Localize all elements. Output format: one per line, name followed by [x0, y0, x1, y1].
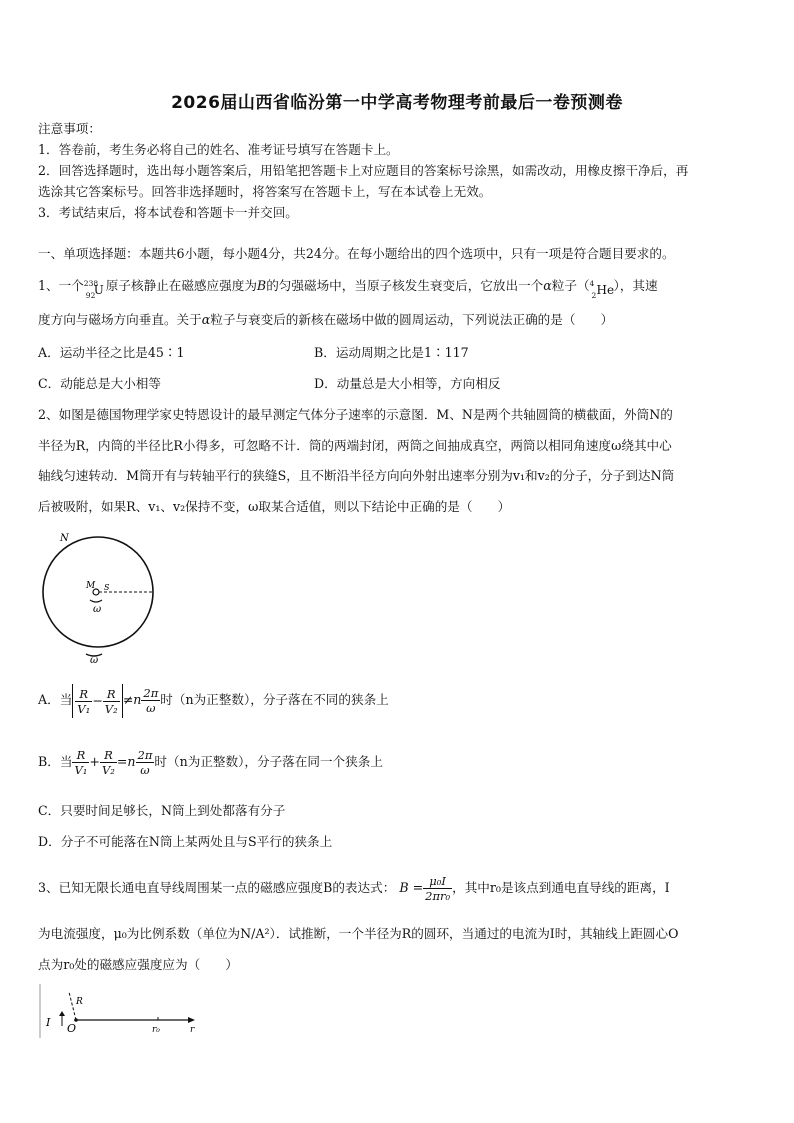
charge-number: 2 [591, 290, 597, 300]
q1-option-d: D．动量总是大小相等，方向相反 [314, 376, 501, 391]
q1-text: 原子核静止在磁感应强度为 [105, 278, 257, 293]
stern-cylinder-diagram [38, 530, 168, 665]
option-text: 时（n为正整数），分子落在不同的狭条上 [160, 692, 389, 707]
option-text: B．当 [38, 754, 73, 769]
q1-alpha: α [543, 278, 552, 293]
page-title: 2026届山西省临汾第一中学高考物理考前最后一卷预测卷 [171, 93, 623, 113]
notice-item: 1．答卷前，考生务必将自己的姓名、准考证号填写在答题卡上。 [38, 142, 399, 157]
q3-text: 3、已知无限长通电直导线周围某一点的磁感应强度B的表达式： [38, 880, 396, 895]
q1-line1 [38, 276, 760, 300]
denominator: V₂ [104, 701, 118, 716]
numerator: R [72, 748, 89, 763]
label-o: O [67, 1022, 77, 1035]
rotation-arrow-inner-icon [90, 600, 102, 602]
operator: − [92, 692, 103, 708]
q2-line: 轴线匀速转动．M筒开有与转轴平行的狭缝S，且不断沿半径方向向外射出速率分别为v₁和v₂的分子，分子到达N筒 [38, 468, 675, 483]
denominator: 2πr₀ [425, 889, 451, 903]
q2-option-c: C．只要时间足够长，N筒上到处都落有分子 [38, 803, 286, 818]
numerator: R [100, 748, 117, 763]
math-n: n [127, 754, 136, 769]
numerator: 2π [137, 748, 153, 762]
fraction [75, 687, 92, 716]
notice-item: 2．回答选择题时，选出每小题答案后，用铅笔把答题卡上对应题目的答案标号涂黑，如需改动，用橡皮擦干净后，再 [38, 163, 689, 178]
operator: ≠ [122, 692, 134, 707]
math-n: n [133, 692, 142, 707]
element-symbol: He [596, 282, 615, 297]
q1-text: 粒子（ [551, 278, 590, 293]
current-arrow-icon [59, 1011, 65, 1016]
q1-text: ），其速 [613, 278, 658, 293]
q1-option-b: B．运动周期之比是1∶117 [314, 345, 469, 360]
numerator: μ₀I [423, 874, 452, 889]
q3-text: ，其中r₀是该点到通电直导线的距离，I [452, 880, 670, 895]
q2-line: 半径为R，内筒的半径比R小得多，可忽略不计．筒的两端封闭，两筒之间抽成真空，两筒以相同角速度ω绕其中心 [38, 438, 672, 453]
element-symbol: U [93, 282, 104, 297]
denominator: V₁ [74, 763, 88, 777]
radius-line [69, 992, 76, 1020]
label-s: S [104, 583, 110, 592]
q2-line: 后被吸附，如果R、v₁、v₂保持不变，ω取某合适值，则以下结论中正确的是（ ） [38, 499, 511, 514]
operator: + [89, 754, 100, 769]
notice-item: 3．考试结束后，将本试卷和答题卡一并交回。 [38, 205, 298, 220]
q2-option-a [38, 682, 389, 718]
denominator: V₁ [77, 701, 91, 716]
q1-text: 1、一个 [38, 278, 84, 293]
notice-item: 选涂其它答案标号。回答非选择题时，将答案写在答题卡上，写在本试卷上无效。 [38, 184, 492, 199]
formula-fraction [423, 874, 452, 903]
denominator: ω [140, 763, 150, 777]
q3-line1 [38, 870, 760, 906]
q1-line2 [38, 310, 760, 330]
ring-axis-diagram [38, 982, 208, 1042]
abs-value [72, 684, 122, 718]
q1-text: 的匀强磁场中，当原子核发生衰变后，它放出一个 [266, 278, 544, 293]
label-omega: ω [90, 655, 99, 665]
label-r0: r₀ [152, 1025, 160, 1035]
section-heading: 一、单项选择题：本题共6小题，每小题4分，共24分。在每小题给出的四个选项中，只有一项是符合题目要求的。 [38, 246, 675, 261]
label-m: M [86, 581, 96, 591]
label-r-axis: r [190, 1025, 195, 1035]
numerator: R [75, 687, 92, 702]
label-i: I [46, 1016, 51, 1029]
uranium-isotope [83, 278, 106, 300]
axis-arrow-icon [188, 1017, 195, 1023]
mass-number: 4 [589, 278, 595, 288]
fraction [103, 687, 120, 716]
q3-line3: 点为r₀处的磁感应强度应为（ ） [38, 957, 238, 972]
option-text: A．当 [38, 692, 73, 707]
q3-line2: 为电流强度，μ₀为比例系数（单位为N/A²）．试推断，一个半径为R的圆环，当通过的电流为I时，其轴线上距圆心O [38, 926, 679, 941]
option-text: 时（n为正整数），分子落在同一个狭条上 [154, 754, 383, 769]
notice-heading: 注意事项： [38, 121, 101, 136]
q1-option-a: A．运动半径之比是45∶1 [38, 345, 185, 360]
q1-alpha: α [201, 312, 211, 327]
denominator: V₂ [101, 763, 115, 777]
formula-lhs: B = [399, 880, 424, 895]
fraction [136, 748, 155, 777]
mass-number: 238 [83, 278, 99, 288]
fraction [141, 686, 160, 715]
q1-symbol-b: B [256, 278, 267, 293]
charge-number: 92 [85, 290, 96, 300]
q1-text: 粒子与衰变后的新核在磁场中做的圆周运动，下列说法正确的是（ ） [210, 312, 614, 327]
denominator: ω [146, 701, 156, 715]
q1-text: 度方向与磁场方向垂直。关于 [38, 312, 202, 327]
numerator: 2π [143, 686, 159, 700]
fraction [72, 748, 89, 777]
q2-option-b [38, 744, 383, 780]
q2-option-d: D．分子不可能落在N筒上某两处且与S平行的狭条上 [38, 834, 333, 849]
label-r: R [76, 997, 83, 1007]
helium-isotope [589, 278, 615, 300]
q1-option-c: C．动能总是大小相等 [38, 376, 161, 391]
fraction [100, 748, 117, 777]
q2-line: 2、如图是德国物理学家史特恩设计的最早测定气体分子速率的示意图．M、N是两个共轴圆筒的横截面，外筒N的 [38, 407, 673, 422]
label-n: N [60, 533, 69, 544]
numerator: R [103, 687, 120, 702]
operator: = [116, 754, 128, 769]
label-omega: ω [93, 604, 102, 615]
